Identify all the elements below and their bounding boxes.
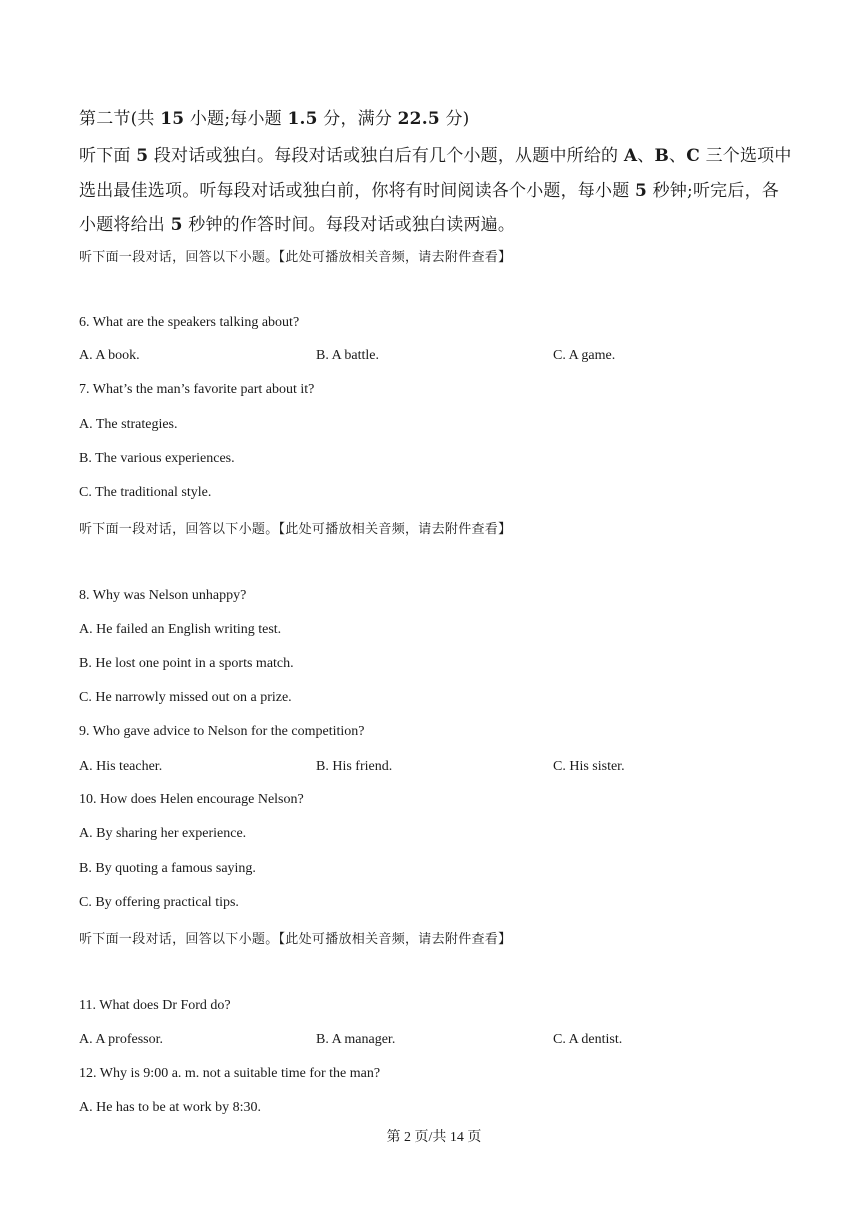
option-a: A. He failed an English writing test.: [79, 622, 282, 637]
option-b: B. The various experiences.: [79, 451, 235, 466]
instruction-letter: C: [686, 146, 700, 166]
option-a: A. A professor.: [79, 1032, 163, 1047]
option-a: A. The strategies.: [79, 417, 178, 432]
listen-prompt: 听下面一段对话，回答以下小题。【此处可播放相关音频，请去附件查看】: [79, 522, 512, 537]
heading-score: 1.5: [287, 109, 318, 129]
instruction-text: 段对话或独白。每段对话或独白后有几个小题，从题中所给的: [148, 146, 624, 166]
options-row-9: [79, 759, 799, 779]
question-8: 8. Why was Nelson unhappy?: [79, 588, 247, 603]
option-b: B. He lost one point in a sports match.: [79, 656, 294, 671]
instruction-line: [79, 210, 515, 235]
instruction-text: 、: [669, 146, 687, 166]
option-a: A. He has to be at work by 8:30.: [79, 1100, 261, 1115]
instruction-text: 秒钟;听完后，各: [647, 181, 779, 201]
option-c: C. His sister.: [553, 759, 625, 774]
heading-text: 第二节(共: [79, 109, 161, 129]
question-6: 6. What are the speakers talking about?: [79, 315, 300, 330]
instruction-number: 5: [136, 146, 149, 166]
option-b: B. A battle.: [316, 348, 379, 363]
instruction-number: 5: [635, 181, 648, 201]
option-c: C. By offering practical tips.: [79, 895, 239, 910]
option-a: A. A book.: [79, 348, 140, 363]
question-9: 9. Who gave advice to Nelson for the competition?: [79, 724, 365, 739]
listen-prompt: 听下面一段对话，回答以下小题。【此处可播放相关音频，请去附件查看】: [79, 250, 512, 265]
heading-text: 分，满分: [317, 109, 398, 129]
section-heading: [79, 104, 470, 129]
question-12: 12. Why is 9:00 a. m. not a suitable time for the man?: [79, 1066, 381, 1081]
question-11: 11. What does Dr Ford do?: [79, 998, 231, 1013]
question-10: 10. How does Helen encourage Nelson?: [79, 792, 304, 807]
option-c: C. The traditional style.: [79, 485, 212, 500]
instruction-line: [79, 141, 792, 166]
heading-total: 22.5: [397, 109, 440, 129]
listen-prompt: 听下面一段对话，回答以下小题。【此处可播放相关音频，请去附件查看】: [79, 932, 512, 947]
options-row-6: [79, 348, 799, 368]
option-c: C. A dentist.: [553, 1032, 623, 1047]
instruction-line: [79, 176, 779, 201]
heading-count: 15: [160, 109, 185, 129]
option-a: A. By sharing her experience.: [79, 826, 247, 841]
instruction-text: 秒钟的作答时间。每段对话或独白读两遍。: [182, 215, 516, 235]
page-footer: 第 2 页/共 14 页: [386, 1130, 482, 1145]
instruction-text: 听下面: [79, 146, 137, 166]
option-c: C. He narrowly missed out on a prize.: [79, 690, 292, 705]
heading-text: 小题;每小题: [184, 109, 288, 129]
instruction-letter: A: [623, 146, 638, 166]
instruction-letter: B: [654, 146, 670, 166]
options-row-11: [79, 1032, 799, 1052]
instruction-text: 、: [637, 146, 655, 166]
option-c: C. A game.: [553, 348, 616, 363]
option-b: B. His friend.: [316, 759, 393, 774]
instruction-text: 三个选项中: [699, 146, 792, 166]
instruction-text: 选出最佳选项。听每段对话或独白前，你将有时间阅读各个小题，每小题: [79, 181, 636, 201]
option-b: B. By quoting a famous saying.: [79, 861, 256, 876]
instruction-number: 5: [170, 215, 183, 235]
question-7: 7. What’s the man’s favorite part about it?: [79, 382, 315, 397]
heading-text: 分): [439, 109, 470, 129]
instruction-text: 小题将给出: [79, 215, 171, 235]
option-b: B. A manager.: [316, 1032, 396, 1047]
option-a: A. His teacher.: [79, 759, 163, 774]
